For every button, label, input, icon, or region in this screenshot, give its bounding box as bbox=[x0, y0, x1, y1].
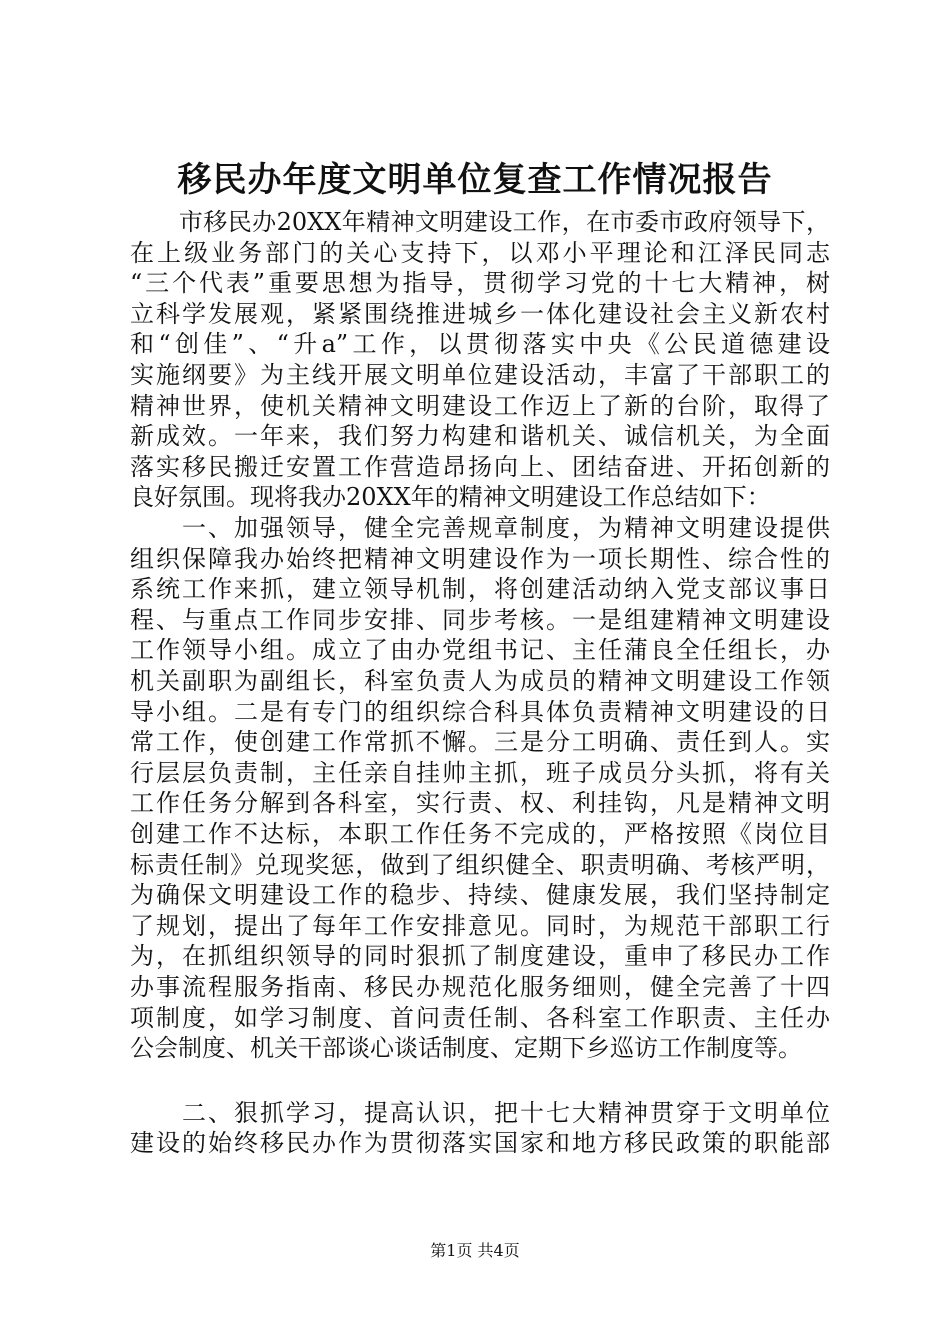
paragraph-line: 良好氛围。现将我办20XX年的精神文明建设工作总结如下： bbox=[130, 483, 771, 512]
paragraph-line: 一、加强领导，健全完善规章制度，为精神文明建设提供 bbox=[130, 514, 830, 542]
paragraph-line: 为确保文明建设工作的稳步、持续、健康发展，我们坚持制定 bbox=[130, 881, 830, 910]
paragraph-line: 公会制度、机关干部谈心谈话制度、定期下乡巡访工作制度等。 bbox=[130, 1034, 802, 1063]
paragraph-line: 行层层负责制，主任亲自挂帅主抓，班子成员分头抓，将有关 bbox=[130, 758, 830, 787]
paragraph-line: “三个代表”重要思想为指导，贯彻学习党的十七大精神，树 bbox=[130, 269, 830, 298]
paragraph-line: 导小组。二是有专门的组织综合科具体负责精神文明建设的日 bbox=[130, 697, 830, 726]
paragraph-line: 二、狠抓学习，提高认识，把十七大精神贯穿于文明单位 bbox=[130, 1098, 830, 1127]
paragraph-line: 标责任制》兑现奖惩，做到了组织健全、职责明确、考核严明， bbox=[130, 850, 830, 879]
paragraph-line: 创建工作不达标，本职工作任务不完成的，严格按照《岗位目 bbox=[130, 820, 830, 848]
paragraph-line: 程、与重点工作同步安排、同步考核。一是组建精神文明建设 bbox=[130, 605, 830, 634]
paragraph-line: 在上级业务部门的关心支持下，以邓小平理论和江泽民同志 bbox=[130, 238, 830, 267]
paragraph-line: 项制度，如学习制度、首问责任制、各科室工作职责、主任办 bbox=[130, 1003, 830, 1032]
paragraph-line: 常工作，使创建工作常抓不懈。三是分工明确、责任到人。实 bbox=[130, 728, 830, 757]
paragraph-line: 机关副职为副组长，科室负责人为成员的精神文明建设工作领 bbox=[130, 667, 830, 695]
paragraph-line: 办事流程服务指南、移民办规范化服务细则，健全完善了十四 bbox=[130, 973, 830, 1001]
paragraph-line: 市移民办20XX年精神文明建设工作，在市委市政府领导下， bbox=[130, 208, 830, 236]
paragraph-line: 建设的始终移民办作为贯彻落实国家和地方移民政策的职能部 bbox=[130, 1129, 830, 1158]
page-footer: 第1页 共4页 bbox=[430, 1241, 520, 1260]
paragraph-line: 精神世界，使机关精神文明建设工作迈上了新的台阶，取得了 bbox=[130, 391, 830, 420]
paragraph-line: 组织保障我办始终把精神文明建设作为一项长期性、综合性的 bbox=[130, 544, 830, 573]
paragraph-line: 了规划，提出了每年工作安排意见。同时，为规范干部职工行 bbox=[130, 911, 830, 940]
paragraph-line: 系统工作来抓，建立领导机制，将创建活动纳入党支部议事日 bbox=[130, 575, 830, 604]
paragraph-line: 落实移民搬迁安置工作营造昂扬向上、团结奋进、开拓创新的 bbox=[130, 452, 830, 481]
paragraph-line: 立科学发展观，紧紧围绕推进城乡一体化建设社会主义新农村 bbox=[130, 299, 830, 328]
paragraph-line: 实施纲要》为主线开展文明单位建设活动，丰富了干部职工的 bbox=[130, 361, 830, 389]
paragraph-line: 和“创佳”、“升a”工作，以贯彻落实中央《公民道德建设 bbox=[130, 330, 830, 359]
paragraph-line: 为，在抓组织领导的同时狠抓了制度建设，重申了移民办工作 bbox=[130, 942, 830, 971]
document-title: 移民办年度文明单位复查工作情况报告 bbox=[177, 160, 773, 200]
paragraph-line: 工作领导小组。成立了由办党组书记、主任蒲良全任组长，办 bbox=[130, 636, 830, 665]
paragraph-line: 新成效。一年来，我们努力构建和谐机关、诚信机关，为全面 bbox=[130, 422, 830, 451]
paragraph-line: 工作任务分解到各科室，实行责、权、利挂钩，凡是精神文明 bbox=[130, 789, 830, 818]
